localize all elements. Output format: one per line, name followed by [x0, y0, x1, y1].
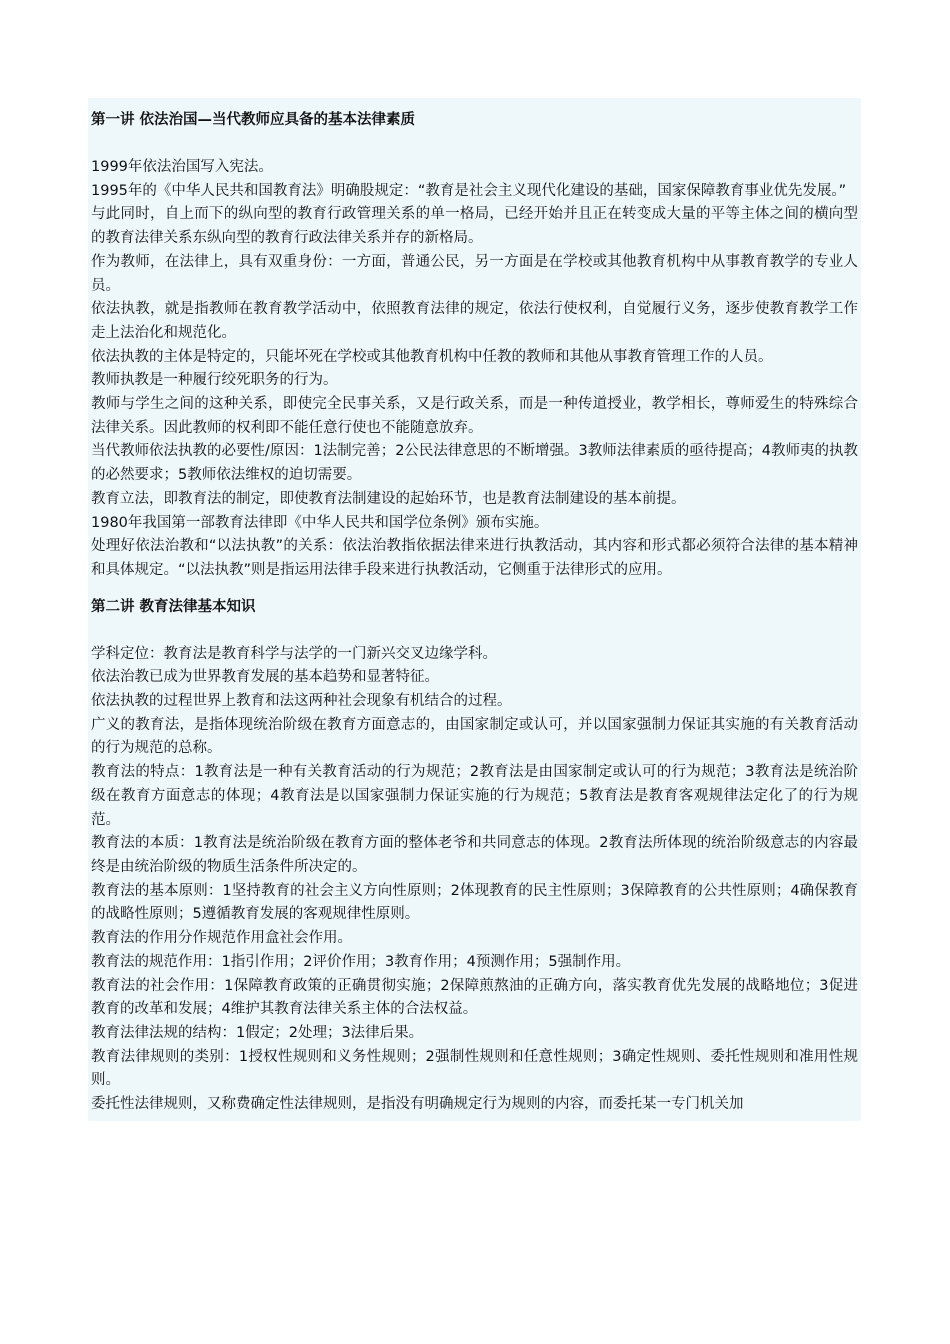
paragraph: 广义的教育法，是指体现统治阶级在教育方面意志的，由国家制定或认可，并以国家强制力保证其实施的有关教育活动的行为规范的总称。 [91, 716, 858, 757]
paragraph: 教育法的作用分作规范作用盒社会作用。 [91, 930, 352, 947]
paragraph: 教师与学生之间的这种关系，即使完全民事关系，又是行政关系，而是一种传道授业，教学相长，尊师爱生的特殊综合法律关系。因此教师的权利即不能任意行使也不能随意放弃。 [91, 396, 858, 436]
paragraph: 教育法的本质：1教育法是统治阶级在教育方面的整体老爷和共同意志的体现。2教育法所体现的统治阶级意志的内容最终是由统治阶级的物质生活条件所决定的。 [91, 835, 858, 875]
paragraph: 1999年依法治国写入宪法。 [91, 159, 273, 175]
paragraph: 教育法的规范作用：1指引作用；2评价作用；3教育作用；4预测作用；5强制作用。 [91, 953, 631, 970]
paragraph: 教育立法，即教育法的制定，即使教育法制建设的起始环节，也是教育法制建设的基本前提。 [91, 490, 686, 507]
section-1 [91, 108, 858, 583]
paragraph: 教育法律规则的类别：1授权性规则和义务性规则；2强制性规则和任意性规则；3确定性规则、委托性规则和准用性规则。 [91, 1048, 858, 1089]
document-page [88, 98, 861, 1248]
paragraph: 教育法的基本原则：1坚持教育的社会主义方向性原则；2体现教育的民主性原则；3保障教育的公共性原则；4确保教育的战略性原则；5遵循教育发展的客观规律性原则。 [91, 882, 858, 923]
paragraph: 学科定位：教育法是教育科学与法学的一门新兴交叉边缘学科。 [91, 645, 497, 662]
paragraph: 作为教师，在法律上，具有双重身份：一方面，普通公民，另一方面是在学校或其他教育机构中从事教育教学的专业人员。 [91, 253, 858, 294]
section-2 [91, 595, 858, 1117]
paragraph: 1980年我国第一部教育法律即《中华人民共和国学位条例》颁布实施。 [91, 514, 549, 531]
paragraph: 依法执教的过程世界上教育和法这两种社会现象有机结合的过程。 [91, 693, 512, 710]
paragraph: 教育法律法规的结构：1假定；2处理；3法律后果。 [91, 1024, 424, 1041]
paragraph: 依法执教，就是指教师在教育教学活动中，依照教育法律的规定，依法行使权利，自觉履行义务，逐步使教育教学工作走上法治化和规范化。 [91, 301, 858, 341]
blank-line [91, 619, 858, 643]
section-2-heading: 第二讲 教育法律基本知识 [91, 598, 256, 615]
paragraph: 依法执教的主体是特定的，只能坏死在学校或其他教育机构中任教的教师和其他从事教育管理工作的人员。 [91, 348, 773, 365]
paragraph: 当代教师依法执教的必要性/原因：1法制完善；2公民法律意思的不断增强。3教师法律素质的亟待提高；4教师夷的执教的必然要求；5教师依法维权的迫切需要。 [91, 443, 858, 484]
blank-line [91, 132, 858, 156]
paragraph: 1995年的《中华人民共和国教育法》明确股规定：“教育是社会主义现代化建设的基础，国家保障教育事业优先发展。” [91, 182, 847, 199]
section-1-heading: 第一讲 依法治国—当代教师应具备的基本法律素质 [91, 112, 416, 128]
paragraph: 教育法的社会作用：1保障教育政策的正确贯彻实施；2保障煎熬油的正确方向，落实教育优先发展的战略地位；3促进教育的改革和发展；4维护其教育法律关系主体的合法权益。 [91, 977, 858, 1018]
paragraph: 教师执教是一种履行绞死职务的行为。 [91, 372, 338, 389]
paragraph: 教育法的特点：1教育法是一种有关教育活动的行为规范；2教育法是由国家制定或认可的行为规范；3教育法是统治阶级在教育方面意志的体现；4教育法是以国家强制力保证实施的行为规范；5教育法是教育客观规律法定化了的行为规范。 [91, 764, 858, 828]
paragraph: 处理好依法治教和“以法执教”的关系：依法治教指依据法律来进行执教活动，其内容和形式都必须符合法律的基本精神和具体规定。“以法执教”则是指运用法律手段来进行执教活动，它侧重于法律形式的应用。 [91, 538, 858, 578]
paragraph: 委托性法律规则，又称费确定性法律规则，是指没有明确规定行为规则的内容，而委托某一专门机关加 [91, 1096, 744, 1113]
paragraph: 与此同时，自上而下的纵向型的教育行政管理关系的单一格局，已经开始并且正在转变成大量的平等主体之间的横向型的教育法律关系东纵向型的教育行政法律关系并存的新格局。 [91, 206, 858, 247]
paragraph: 依法治教已成为世界教育发展的基本趋势和显著特征。 [91, 669, 439, 686]
document-body [88, 98, 861, 1121]
